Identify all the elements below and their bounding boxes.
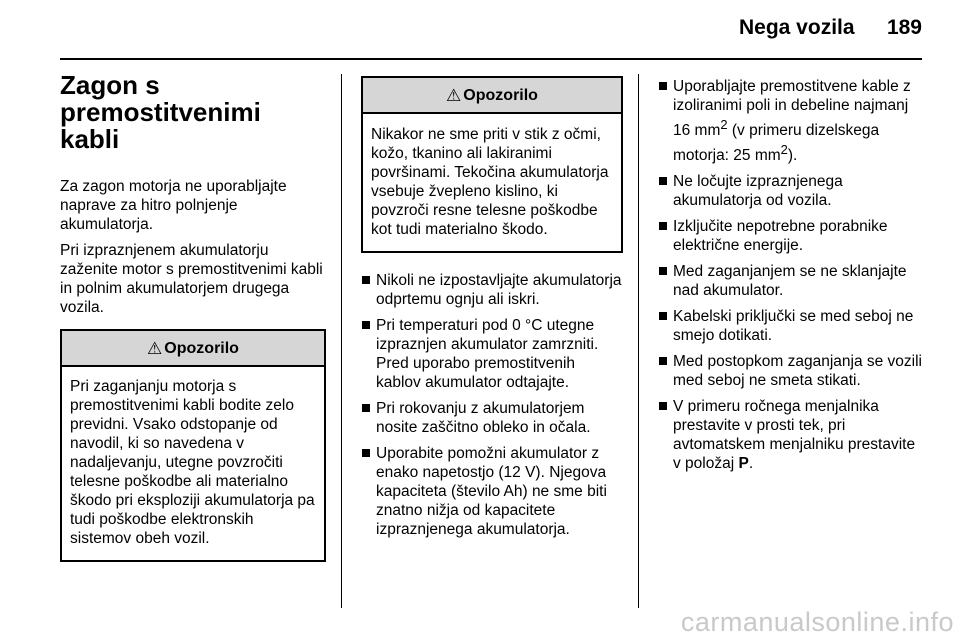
list-item: Pri temperaturi pod 0 °C utegne izpraznjen akumulator zamrzniti. Pred uporabo premostitvenih kablov akumulator odtajajte.	[361, 316, 623, 392]
warning-header	[363, 78, 621, 114]
bullet-text: (v primeru dizelskega motorja: 25 mm	[673, 122, 880, 165]
bullet-text: Uporabljajte premostitvene kable z izoliranimi poli in debeline najmanj 16 mm	[673, 78, 911, 140]
bullet-text: V primeru ročnega menjalnika prestavite v prosti tek, pri avtomatskem menjalniku prestavite v položaj	[673, 398, 916, 473]
list-item: Med postopkom zaganjanja se vozili med seboj ne smeta stikati.	[658, 352, 926, 390]
column-divider	[638, 74, 639, 608]
superscript: 2	[780, 142, 788, 158]
column-3	[658, 72, 926, 480]
bullet-list	[658, 77, 926, 473]
warning-triangle-icon: ⚠	[446, 85, 462, 105]
watermark: carmanualsonline.info	[680, 607, 954, 637]
list-item: Med zaganjanjem se ne sklanjajte nad akumulator.	[658, 262, 926, 300]
superscript: 2	[720, 117, 728, 132]
header-title: Nega vozila	[739, 16, 855, 39]
paragraph: Pri izpraznjenem akumulatorju zaženite motor s premostitvenimi kabli in polnim akumulatorjem drugega vozila.	[60, 242, 323, 316]
page-number: 189	[886, 16, 922, 39]
list-item: Uporabite pomožni akumulator z enako napetostjo (12 V). Njegova kapaciteta (število Ah) ne sme biti znatno nižja od kapacitete izpraznjenega akumulatorja.	[361, 444, 623, 539]
warning-box	[361, 76, 623, 253]
section-title: Zagon s premostitvenimi kabli	[60, 70, 261, 154]
gear-position: P	[738, 455, 749, 473]
list-item	[658, 77, 926, 165]
warning-title: Opozorilo	[463, 86, 538, 104]
warning-header	[62, 331, 324, 367]
column-2	[361, 72, 623, 546]
bullet-list	[361, 271, 623, 539]
list-item: Kabelski priključki se med seboj ne smejo dotikati.	[658, 307, 926, 345]
list-item: Izključite nepotrebne porabnike električne energije.	[658, 217, 926, 255]
header-rule	[60, 58, 922, 60]
column-1	[60, 72, 326, 562]
warning-text: Pri zaganjanju motorja s premostitvenimi kabli bodite zelo previdni. Vsako odstopanje od navodil, ki so navedena v nadaljevanju, utegne povzročiti telesne poškodbe ali materialno škodo pri eksploziji akumulatorja pa tudi poškodbe elektronskih sistemov obeh vozil.	[70, 378, 315, 547]
warning-text: Nikakor ne sme priti v stik z očmi, kožo, tkanino ali lakiranimi površinami. Tekočina akumulatorja vsebuje žvepleno kislino, ki povzroči resne telesne poškodbe kot tudi materialno škodo.	[371, 126, 609, 238]
paragraph: Za zagon motorja ne uporabljajte naprave za hitro polnjenje akumulatorja.	[60, 178, 287, 233]
warning-box	[60, 329, 326, 562]
warning-title: Opozorilo	[164, 339, 239, 357]
warning-triangle-icon: ⚠	[147, 338, 163, 358]
list-item: Pri rokovanju z akumulatorjem nosite zaščitno obleko in očala.	[361, 399, 623, 437]
column-divider	[341, 74, 342, 608]
bullet-text: ).	[787, 147, 798, 165]
bullet-text: .	[748, 455, 754, 473]
list-item: Ne ločujte izpraznjenega akumulatorja od vozila.	[658, 172, 926, 210]
list-item: Nikoli ne izpostavljajte akumulatorja odprtemu ognju ali iskri.	[361, 271, 623, 309]
list-item	[658, 397, 926, 473]
